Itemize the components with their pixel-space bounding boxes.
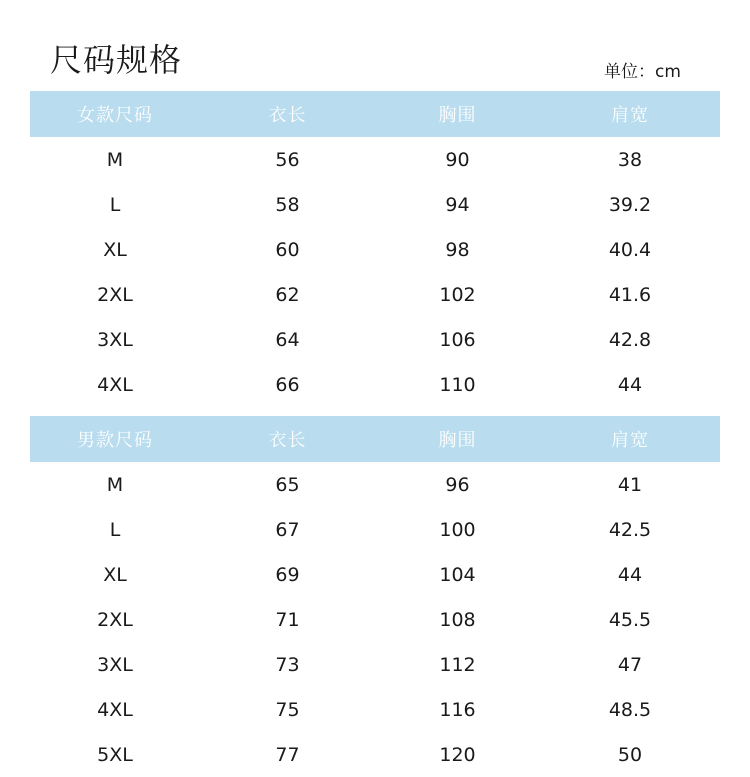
table-row (30, 227, 720, 272)
cell-length: 64 (275, 328, 300, 351)
header-length: 衣长 (200, 91, 375, 137)
header-chest: 胸围 (375, 416, 540, 462)
cell-chest: 104 (439, 563, 476, 586)
cell-shoulder: 45.5 (608, 608, 652, 631)
table-row (30, 732, 720, 777)
table-row (30, 182, 720, 227)
cell-size: 5XL (97, 743, 133, 766)
cell-length: 60 (275, 238, 300, 261)
cell-length: 71 (275, 608, 300, 631)
table-row (30, 597, 720, 642)
cell-length: 73 (275, 653, 300, 676)
women-size-table (30, 91, 720, 407)
cell-size: M (106, 473, 124, 496)
cell-size: 4XL (97, 373, 133, 396)
cell-shoulder: 44 (617, 563, 643, 586)
cell-shoulder: 48.5 (608, 698, 652, 721)
cell-shoulder: 50 (617, 743, 643, 766)
header-shoulder: 肩宽 (540, 416, 720, 462)
cell-chest: 102 (439, 283, 476, 306)
cell-chest: 110 (439, 373, 476, 396)
cell-chest: 94 (445, 193, 470, 216)
cell-size: L (109, 193, 121, 216)
table-row (30, 552, 720, 597)
cell-chest: 120 (439, 743, 476, 766)
cell-shoulder: 40.4 (608, 238, 652, 261)
table-row (30, 137, 720, 182)
cell-size: 4XL (97, 698, 133, 721)
cell-size: 2XL (97, 283, 133, 306)
unit-note: 单位：cm (604, 62, 681, 82)
cell-chest: 98 (445, 238, 470, 261)
cell-length: 67 (275, 518, 300, 541)
table-row (30, 362, 720, 407)
table-row (30, 642, 720, 687)
header-size: 男款尺码 (30, 416, 200, 462)
header-shoulder: 肩宽 (540, 91, 720, 137)
cell-chest: 108 (439, 608, 476, 631)
cell-length: 65 (275, 473, 300, 496)
cell-chest: 106 (439, 328, 476, 351)
cell-length: 66 (275, 373, 300, 396)
table-row (30, 462, 720, 507)
header-size: 女款尺码 (30, 91, 200, 137)
cell-size: L (109, 518, 121, 541)
cell-length: 56 (275, 148, 300, 171)
cell-shoulder: 42.8 (608, 328, 652, 351)
cell-size: 3XL (97, 328, 133, 351)
table-row (30, 687, 720, 732)
table-header-row (30, 91, 720, 137)
cell-length: 77 (275, 743, 300, 766)
cell-chest: 90 (445, 148, 470, 171)
cell-length: 62 (275, 283, 300, 306)
table-row (30, 272, 720, 317)
cell-size: XL (103, 238, 127, 261)
cell-chest: 100 (439, 518, 476, 541)
cell-length: 58 (275, 193, 300, 216)
cell-shoulder: 47 (617, 653, 643, 676)
cell-shoulder: 44 (617, 373, 643, 396)
cell-size: XL (103, 563, 127, 586)
cell-chest: 96 (445, 473, 470, 496)
cell-shoulder: 38 (617, 148, 643, 171)
cell-shoulder: 41.6 (608, 283, 652, 306)
page-title: 尺码规格 (50, 41, 183, 79)
cell-shoulder: 41 (617, 473, 643, 496)
cell-shoulder: 42.5 (608, 518, 652, 541)
cell-size: M (106, 148, 124, 171)
cell-length: 69 (275, 563, 300, 586)
cell-chest: 116 (439, 698, 476, 721)
header-length: 衣长 (200, 416, 375, 462)
cell-size: 3XL (97, 653, 133, 676)
cell-length: 75 (275, 698, 300, 721)
header-chest: 胸围 (375, 91, 540, 137)
cell-shoulder: 39.2 (608, 193, 652, 216)
table-row (30, 507, 720, 552)
men-size-table (30, 416, 720, 777)
cell-chest: 112 (439, 653, 476, 676)
cell-size: 2XL (97, 608, 133, 631)
table-row (30, 317, 720, 362)
table-header-row (30, 416, 720, 462)
